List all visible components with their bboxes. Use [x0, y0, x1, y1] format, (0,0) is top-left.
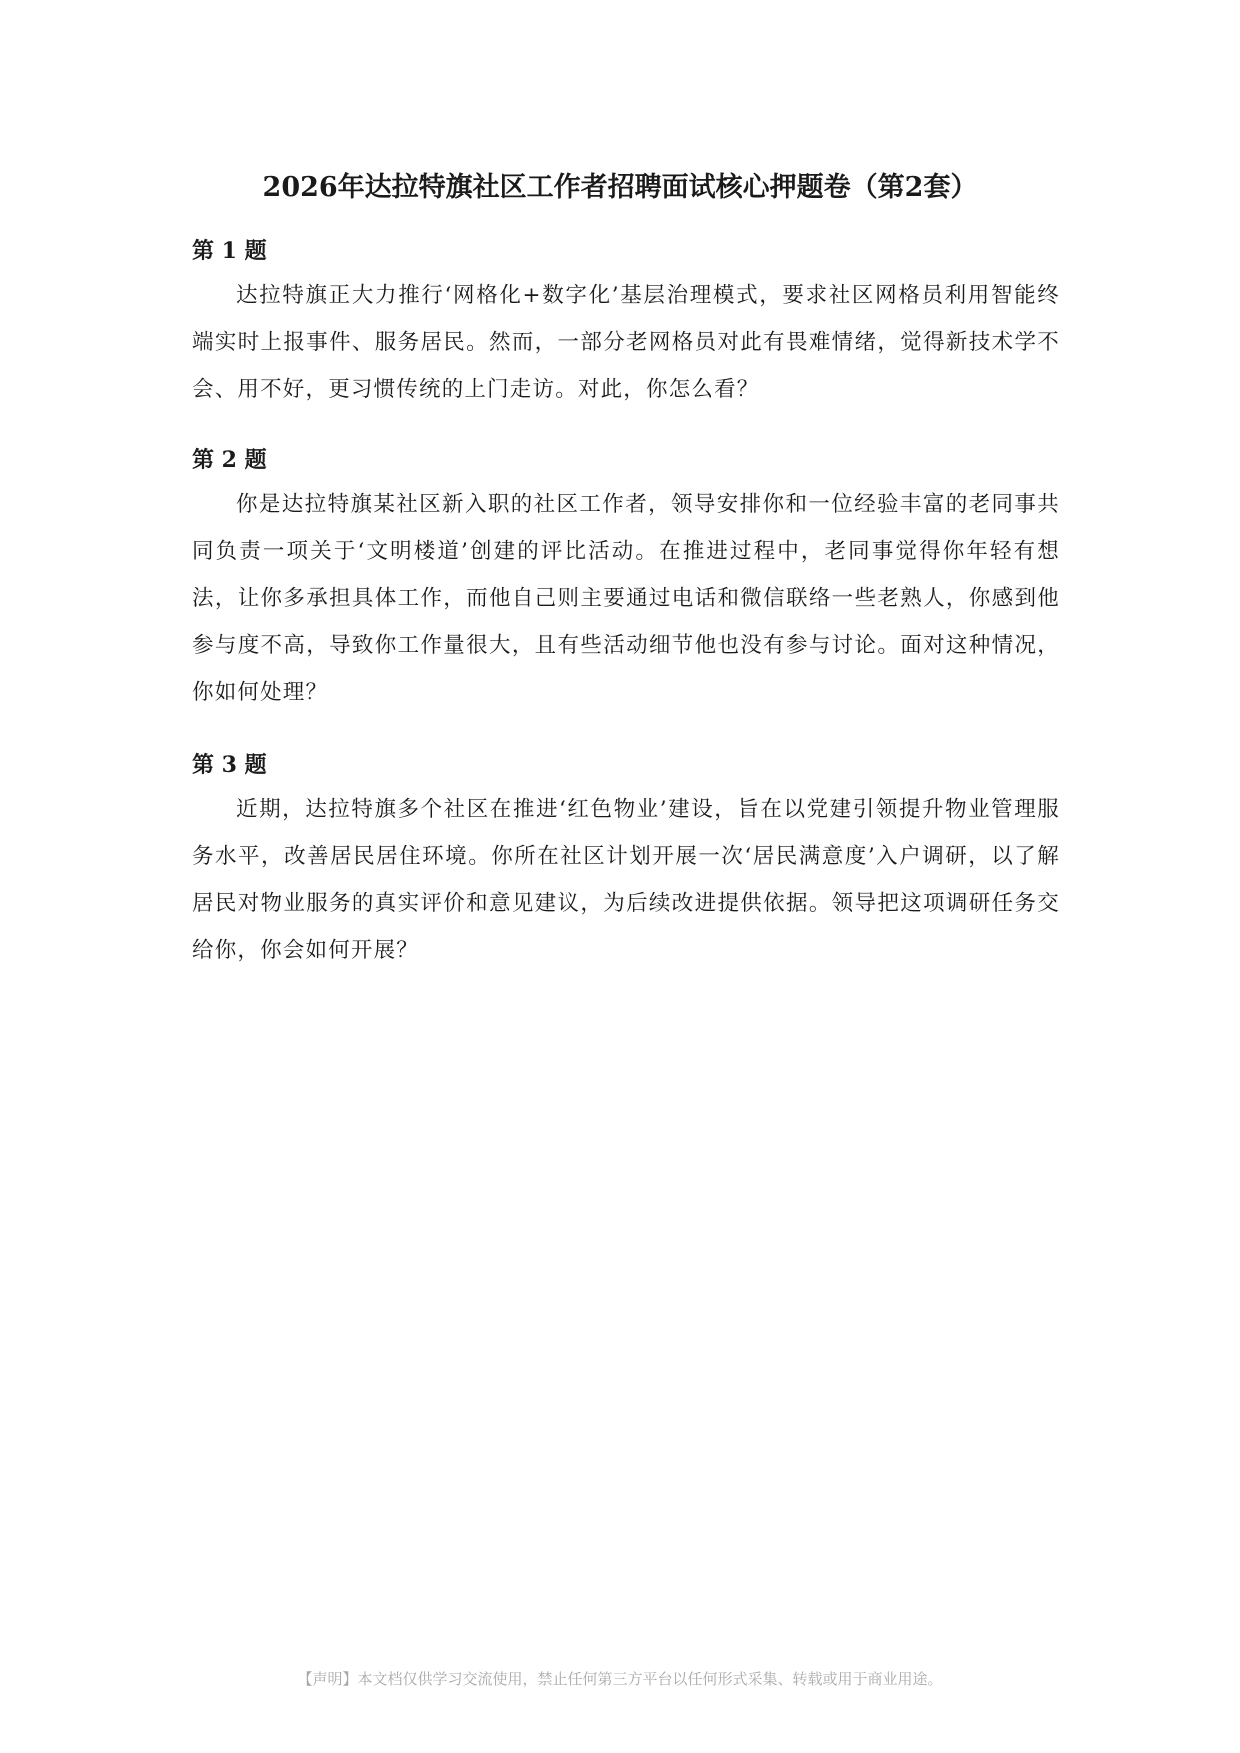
question-heading: 第 2 题: [192, 447, 267, 473]
question-body: 达拉特旗正大力推行‘网格化+数字化’基层治理模式，要求社区网格员利用智能终端实时上报事件、服务居民。然而，一部分老网格员对此有畏难情绪，觉得新技术学不会、用不好，更习惯传统的上门走访。对此，你怎么看？: [192, 283, 1060, 402]
question-3: [192, 748, 1060, 974]
footer-disclaimer: 【声明】本文档仅供学习交流使用，禁止任何第三方平台以任何形式采集、转载或用于商业用途。: [297, 1670, 943, 1688]
question-2: [192, 443, 1060, 716]
document-title: 2026年达拉特旗社区工作者招聘面试核心押题卷（第2套）: [262, 172, 978, 203]
question-body: 你是达拉特旗某社区新入职的社区工作者，领导安排你和一位经验丰富的老同事共同负责一项关于‘文明楼道’创建的评比活动。在推进过程中，老同事觉得你年轻有想法，让你多承担具体工作，而他自己则主要通过电话和微信联络一些老熟人，你感到他参与度不高，导致你工作量很大，且有些活动细节他也没有参与讨论。面对这种情况，你如何处理？: [192, 492, 1060, 705]
question-heading: 第 3 题: [192, 752, 267, 778]
question-heading: 第 1 题: [192, 238, 267, 264]
question-1: [192, 234, 1060, 413]
question-body: 近期，达拉特旗多个社区在推进‘红色物业’建设，旨在以党建引领提升物业管理服务水平，改善居民居住环境。你所在社区计划开展一次‘居民满意度’入户调研，以了解居民对物业服务的真实评价和意见建议，为后续改进提供依据。领导把这项调研任务交给你，你会如何开展？: [192, 797, 1060, 963]
